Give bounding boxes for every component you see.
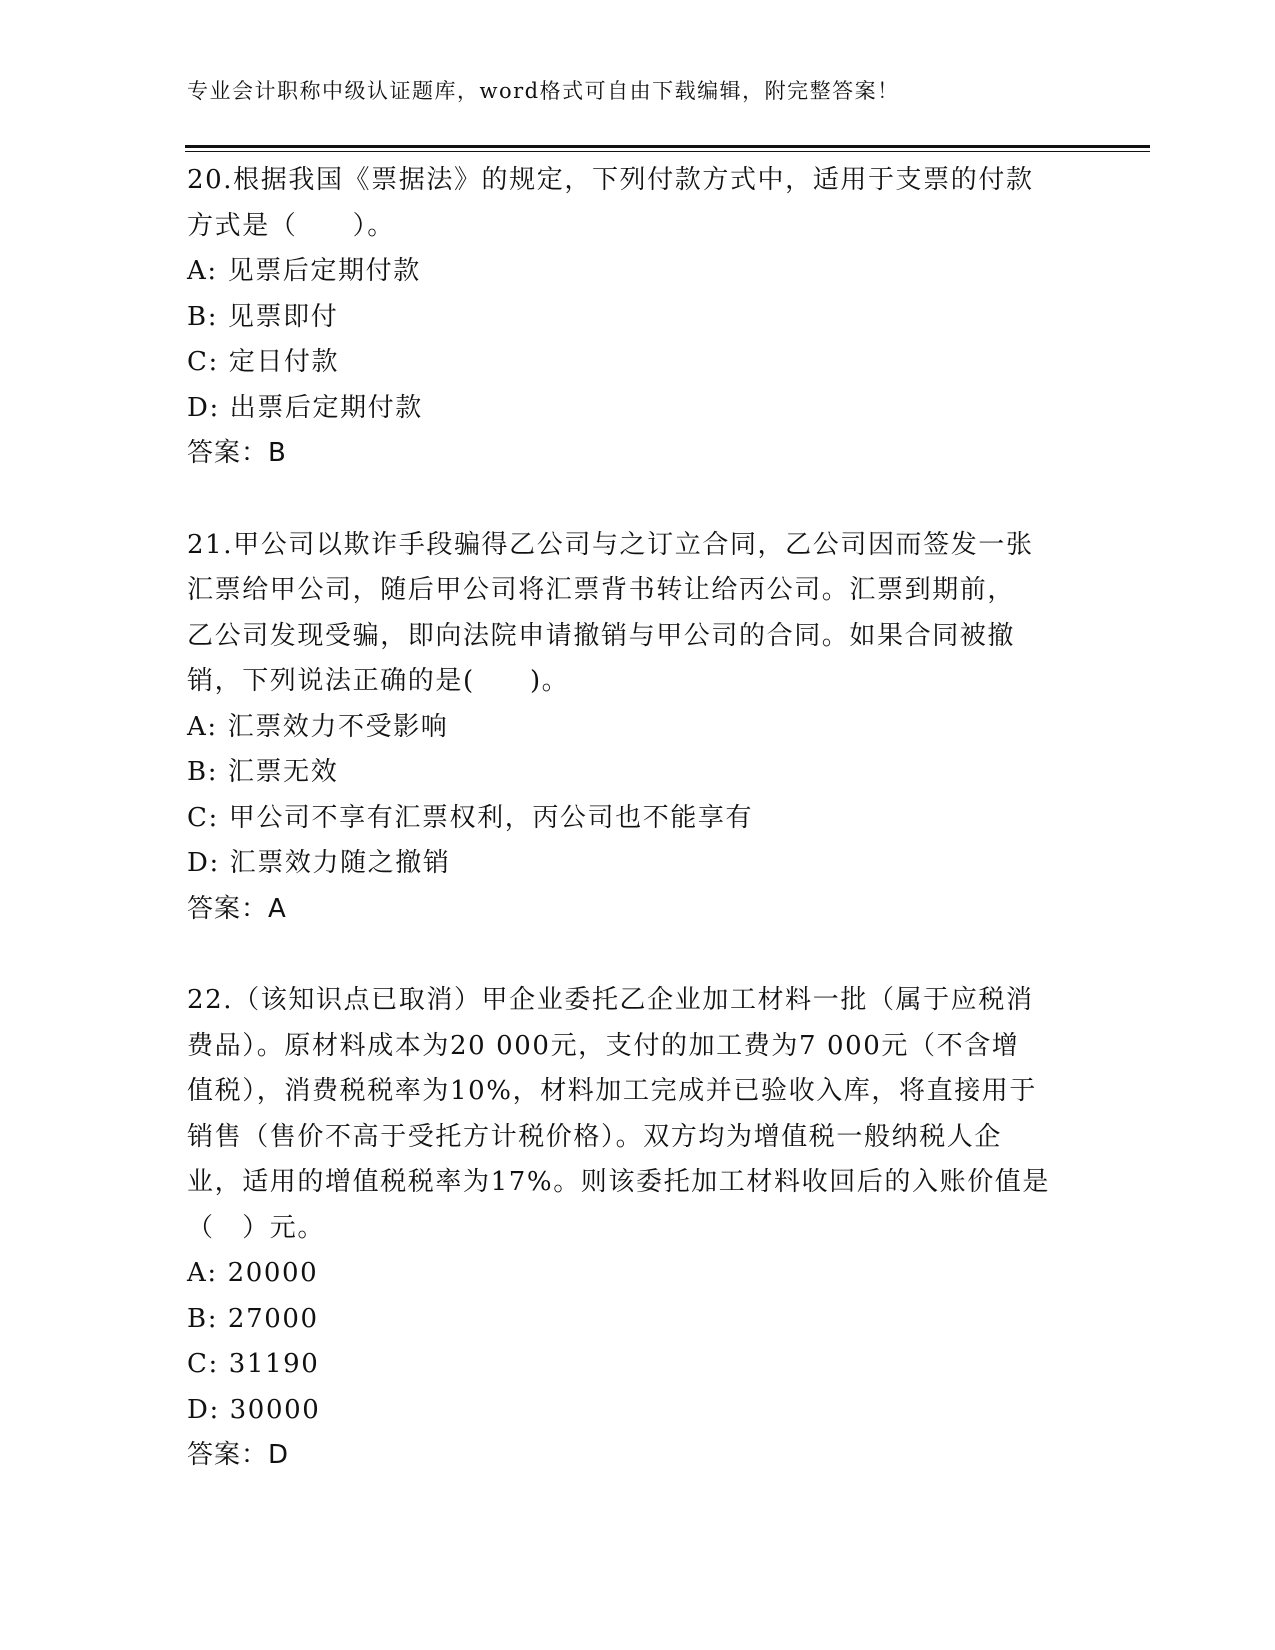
option-d: D: 出票后定期付款	[187, 392, 423, 423]
question-20	[187, 158, 1077, 477]
answer-line: 答案：D	[187, 1440, 290, 1470]
question-spacer	[187, 477, 1077, 523]
question-21	[187, 523, 1077, 933]
answer-line: 答案：B	[187, 438, 287, 468]
option-b: B: 见票即付	[187, 301, 339, 332]
option-c: C: 定日付款	[187, 347, 340, 377]
option-d: D: 汇票效力随之撤销	[187, 848, 451, 878]
page-header: 专业会计职称中级认证题库，word格式可自由下载编辑，附完整答案！	[187, 79, 900, 103]
question-stem-line: 销，下列说法正确的是( )。	[187, 666, 570, 696]
question-stem-line: （ ）元。	[187, 1212, 326, 1243]
question-stem-line: 费品）。原材料成本为20 000元，支付的加工费为7 000元（不含增	[187, 1030, 1020, 1061]
option-b: B: 27000	[187, 1303, 319, 1334]
question-22	[187, 978, 1077, 1479]
option-d: D: 30000	[187, 1394, 321, 1425]
question-stem-line: 业，适用的增值税税率为17%。则该委托加工材料收回后的入账价值是	[187, 1167, 1050, 1197]
option-a: A: 见票后定期付款	[187, 256, 421, 286]
question-stem-line: 汇票给甲公司，随后甲公司将汇票背书转让给丙公司。汇票到期前，	[187, 575, 1016, 605]
question-stem-line: 乙公司发现受骗，即向法院申请撤销与甲公司的合同。如果合同被撤	[187, 620, 1016, 651]
option-a: A: 汇票效力不受影响	[187, 711, 449, 742]
option-b: B: 汇票无效	[187, 757, 339, 787]
option-c: C: 甲公司不享有汇票权利，丙公司也不能享有	[187, 802, 754, 833]
option-a: A: 20000	[187, 1258, 319, 1288]
option-c: C: 31190	[187, 1349, 320, 1379]
question-stem-line: 值税），消费税税率为10%，材料加工完成并已验收入库，将直接用于	[187, 1076, 1037, 1106]
question-spacer	[187, 932, 1077, 978]
question-stem-line: 方式是（ ）。	[187, 210, 395, 241]
header-rule-thin	[185, 151, 1150, 152]
question-stem-line: 22.（该知识点已取消）甲企业委托乙企业加工材料一批（属于应税消	[187, 985, 1034, 1015]
question-stem-line: 21.甲公司以欺诈手段骗得乙公司与之订立合同，乙公司因而签发一张	[187, 529, 1034, 560]
header-rule-thick	[185, 145, 1150, 148]
question-stem-line: 销售（售价不高于受托方计税价格）。双方均为增值税一般纳税人企	[187, 1121, 1003, 1152]
question-list	[187, 158, 1077, 1479]
question-stem-line: 20.根据我国《票据法》的规定，下列付款方式中，适用于支票的付款	[187, 165, 1034, 195]
answer-line: 答案：A	[187, 893, 287, 924]
